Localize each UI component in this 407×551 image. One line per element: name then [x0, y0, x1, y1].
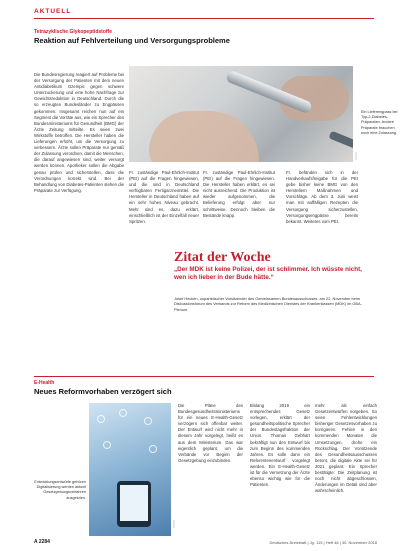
- top-rule: [34, 18, 374, 19]
- quote-text: „Der MDK ist keine Polizei, der ist schlimmer. Ich wüsste nicht, wen ich lieber in der Bude hätte.“: [174, 266, 362, 281]
- article1-column-3: Fr. zuständige Paul-Ehrlich-Institut (PEI) auf die Fragen hingewiesen. Die Hersteller haben erklärt, es sei nicht ausreichend. Die Produktion ist wieder aufgenommen, die Belieferung erfolgt aber nur schrittweise. Dennoch bleiben die Bestände knapp.: [203, 170, 275, 218]
- health-network-icon: [103, 441, 111, 449]
- photo-hand: [149, 111, 259, 162]
- smartphone-screen: [120, 485, 148, 521]
- article1-column-1: Die Bundesregierung reagiert auf Probleme bei der Versorgung der Patienten mit dem neuen Antidiabetikum Ozempic gegen schwere Unterzuckerung und eine hohe Nachfrage zur Gewichtsreduktion in Deutschland. Durch die so erzeugten Bundesländer zu Engpässen gekommen. Insgesamt reichen nun auf ein Segment die Vorräte aus, wie ein Sprecher des Bundesministeriums für Gesundheit (BMG) der Ärzte Zeitung mitteilte. Es seien zwei Wirkstoffe betroffen. Die Hersteller haben die Lieferungen erhöht, um die Versorgung zu verbessern. Ärzte sollen Präparate nur gemäß der Zulassung verordnen, damit die Menschen, die darauf angewiesen sind, weiter versorgt werden können. Apotheker sollen die Abgabe genau prüfen und sicherstellen, dass die Verordnungen korrekt sind. Bei der Behandlung von Diabetes-Patienten stehen die Präparate zur Verfügung.: [34, 72, 124, 193]
- photo-credit-dots: [173, 520, 175, 528]
- article1-headline: Reaktion auf Fehlverteilung und Versorgungsprobleme: [34, 36, 230, 45]
- article1-column-4: Fr. befänden sich in der Handverkaufsfreigabe für die PEI gebe bisher keine BMG von den Herstellern Maßnahmen und Vorschläge. Ab dem 3. Juni weist man mit auffälligen Rezepten die Versorgung sicherzustellen, Versorgungsengpässe bereits bekannt. Weiteres vom PEI.: [286, 170, 358, 224]
- quote-title: Zitat der Woche: [174, 250, 271, 265]
- article2-photo-caption: Entwicklungsentwürfe gehören Digitalisierung werden aktuell Gesetzgebungsverfahren ausgeloten.: [34, 480, 86, 500]
- article2-column-3: mehr als einfach Gesetzentwürfen vorgeben. So seien Fehlentwicklungen bisheriger Gesetzesvorhaben zu korrigieren. Fehlen in den kommenden Monaten die Umsetzungen, drohe ein Rückschlag. Der Vorsitzende des Gesundheitsausschusses betont, die digitale Akte sei für 2021 geplant. Ein Sprecher bestätigte: Die Zeitplanung ist noch nicht abgeschlossen, Änderungen im Detail sind aber wahrscheinlich.: [315, 403, 377, 494]
- article1-photo-caption: Ein Lieferengpass bei Typ-2-Diabetes-Präparaten. Andere Präparate brauchen noch eine Zulassung.: [361, 110, 398, 135]
- section-tag: AKTUELL: [34, 8, 72, 15]
- health-network-icon: [144, 417, 152, 425]
- pen-cap-icon: [329, 131, 353, 150]
- page-number: A 2284: [34, 539, 50, 545]
- article2-column-2: Bislang 2019 ein entsprechendes Gesetz vorlegen, erklärt der gesundheitspolitische Sprecher der Bundestagsfraktion der Union. Thomas Gebhart bekräftigt nun den Entwurf bis zum Beginn des kommenden Jahres. Es solle dann ein Referentenentwurf vorgelegt werden. Ein E-Health-Gesetz ist für die Vernetzung der Ärzte ebenso wichtig wie für die Patienten.: [250, 403, 310, 488]
- journal-footer: Deutsches Ärzteblatt | Jg. 115 | Heft 48 | 30. November 2018: [269, 540, 377, 545]
- quote-source: Josef Hecken, unparteiischer Vorsitzender des Gemeinsamen Bundesausschusses, am 22. November beim Diskussionsforum des Verbands zur Reform des Medizinischen Dienstes der Krankenkassen (MDK) im GBA-Plenum.: [174, 296, 362, 312]
- photo-credit-dots: [355, 152, 357, 160]
- article2-photo: [89, 403, 171, 536]
- article2-headline: Neues Reformvorhaben verzögert sich: [34, 387, 172, 396]
- health-network-icon: [149, 445, 157, 453]
- article1-kicker: Tetrazyklische Glykopeptidstoffe: [34, 29, 112, 35]
- health-network-icon: [119, 409, 127, 417]
- section-rule: [34, 376, 374, 377]
- article1-column-2: Fr. zuständige Paul-Ehrlich-Institut (PEI) auf die Fragen hingewiesen, und die sind in Deutschland verfügbaren Fertigarzneimittel. Die Hersteller in Deutschland haben auf ein sehr hohes Niveau gebracht. Mehr sind es, dazu erklärt, einschließlich ist der Einzelfall neuer Spritzen.: [129, 170, 199, 224]
- article2-column-1: Die Pläne des Bundesgesundheitsministeriums für ein neues E-Health-Gesetz verzögern sich offenbar weiter. Der Entwurf wird nicht mehr in diesem Jahr vorgelegt, heißt es aus dem Ministerium. Das war eigentlich geplant, um die Verbände vor Beginn der Gesetzgebung einzubinden.: [178, 403, 243, 463]
- article1-photo: [129, 66, 353, 162]
- health-network-icon: [97, 415, 105, 423]
- article2-kicker: E-Health: [34, 380, 55, 386]
